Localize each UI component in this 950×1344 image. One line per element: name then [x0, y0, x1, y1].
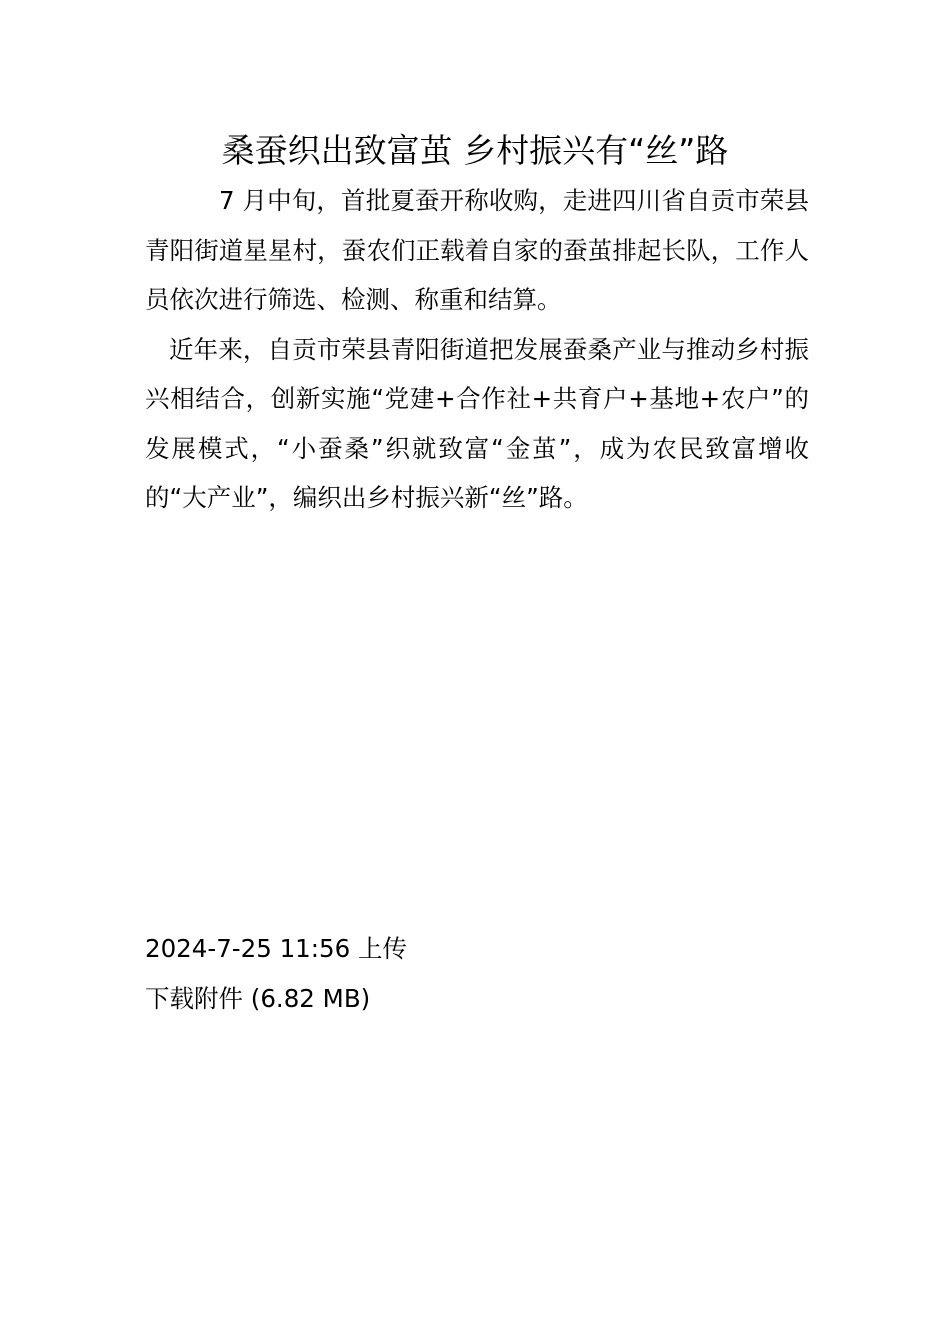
article-title: 桑蚕织出致富茧 乡村振兴有“丝”路: [221, 131, 729, 170]
upload-timestamp: 2024-7-25 11:56 上传: [145, 934, 407, 963]
attachment-info: [145, 924, 809, 1024]
download-attachment-link[interactable]: 下载附件 (6.82 MB): [145, 984, 371, 1013]
article-paragraph: 7 月中旬，首批夏蚕开称收购，走进四川省自贡市荣县青阳街道星星村，蚕农们正载着自家的蚕茧排起长队，工作人员依次进行筛选、检测、称重和结算。: [145, 186, 809, 314]
article-body: [145, 176, 809, 523]
article-paragraph: 近年来，自贡市荣县青阳街道把发展蚕桑产业与推动乡村振兴相结合，创新实施“党建+合作社+共育户+基地+农户”的发展模式，“小蚕桑”织就致富“金茧”，成为农民致富增收的“大产业”，编织出乡村振兴新“丝”路。: [145, 334, 809, 512]
